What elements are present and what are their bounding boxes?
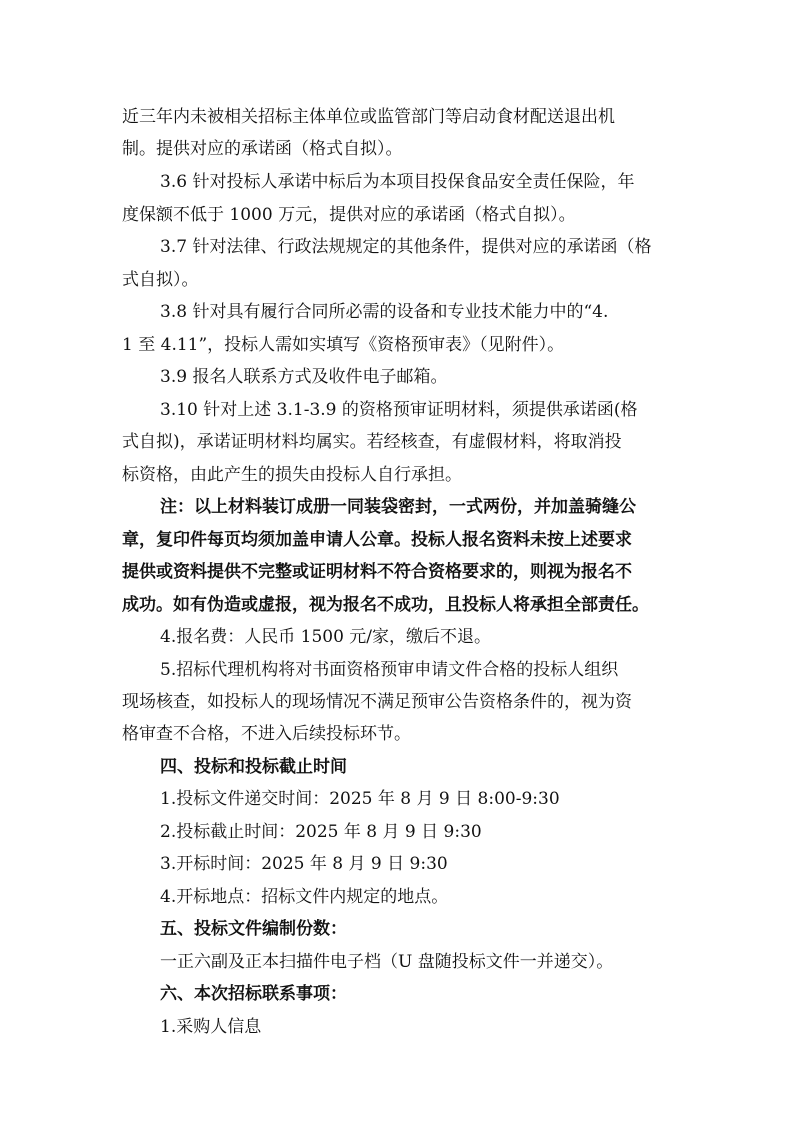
- paragraph-line: 近三年内未被相关招标主体单位或监管部门等启动食材配送退出机: [122, 107, 615, 127]
- paragraph-line: 3.8 针对具有履行合同所必需的设备和专业技术能力中的“4.: [160, 302, 609, 322]
- section-heading: 四、投标和投标截止时间: [160, 757, 347, 777]
- note-line: 章，复印件每页均须加盖申请人公章。投标人报名资料未按上述要求: [122, 530, 632, 550]
- note-line: 注：以上材料装订成册一同装袋密封，一式两份，并加盖骑缝公: [160, 497, 636, 517]
- note-line: 提供或资料提供不完整或证明材料不符合资格要求的，则视为报名不: [122, 562, 632, 582]
- paragraph-line: 格审查不合格，不进入后续投标环节。: [122, 724, 411, 744]
- paragraph-line: 3.6 针对投标人承诺中标后为本项目投保食品安全责任保险，年: [160, 172, 635, 192]
- paragraph-line: 度保额不低于 1000 万元，提供对应的承诺函（格式自拟）。: [122, 205, 576, 225]
- paragraph-line: 3.10 针对上述 3.1-3.9 的资格预审证明材料，须提供承诺函(格: [160, 400, 638, 420]
- paragraph-line: 4.开标地点：招标文件内规定的地点。: [160, 887, 449, 907]
- paragraph-line: 3.7 针对法律、行政法规规定的其他条件，提供对应的承诺函（格: [160, 237, 652, 257]
- paragraph-line: 4.报名费：人民币 1500 元/家，缴后不退。: [160, 627, 492, 647]
- paragraph-line: 1 至 4.11”，投标人需如实填写《资格预审表》（见附件）。: [122, 335, 565, 355]
- note-line: 成功。如有伪造或虚报，视为报名不成功，且投标人将承担全部责任。: [122, 595, 649, 615]
- paragraph-line: 2.投标截止时间：2025 年 8 月 9 日 9:30: [160, 822, 482, 842]
- paragraph-line: 1.投标文件递交时间：2025 年 8 月 9 日 8:00-9:30: [160, 789, 560, 809]
- paragraph-line: 3.开标时间：2025 年 8 月 9 日 9:30: [160, 854, 448, 874]
- paragraph-line: 3.9 报名人联系方式及收件电子邮箱。: [160, 367, 448, 387]
- paragraph-line: 标资格，由此产生的损失由投标人自行承担。: [122, 465, 462, 485]
- paragraph-line: 现场核查，如投标人的现场情况不满足预审公告资格条件的，视为资: [122, 692, 632, 712]
- paragraph-line: 5.招标代理机构将对书面资格预审申请文件合格的投标人组织: [160, 660, 619, 680]
- paragraph-line: 一正六副及正本扫描件电子档（U 盘随投标文件一并递交）。: [160, 952, 614, 972]
- paragraph-line: 制。提供对应的承诺函（格式自拟）。: [122, 139, 403, 159]
- section-heading: 六、本次招标联系事项：: [160, 984, 347, 1004]
- paragraph-line: 式自拟）。: [122, 270, 199, 290]
- paragraph-line: 式自拟)，承诺证明材料均属实。若经核查，有虚假材料，将取消投: [122, 432, 622, 452]
- section-heading: 五、投标文件编制份数：: [160, 919, 347, 939]
- paragraph-line: 1.采购人信息: [160, 1017, 262, 1037]
